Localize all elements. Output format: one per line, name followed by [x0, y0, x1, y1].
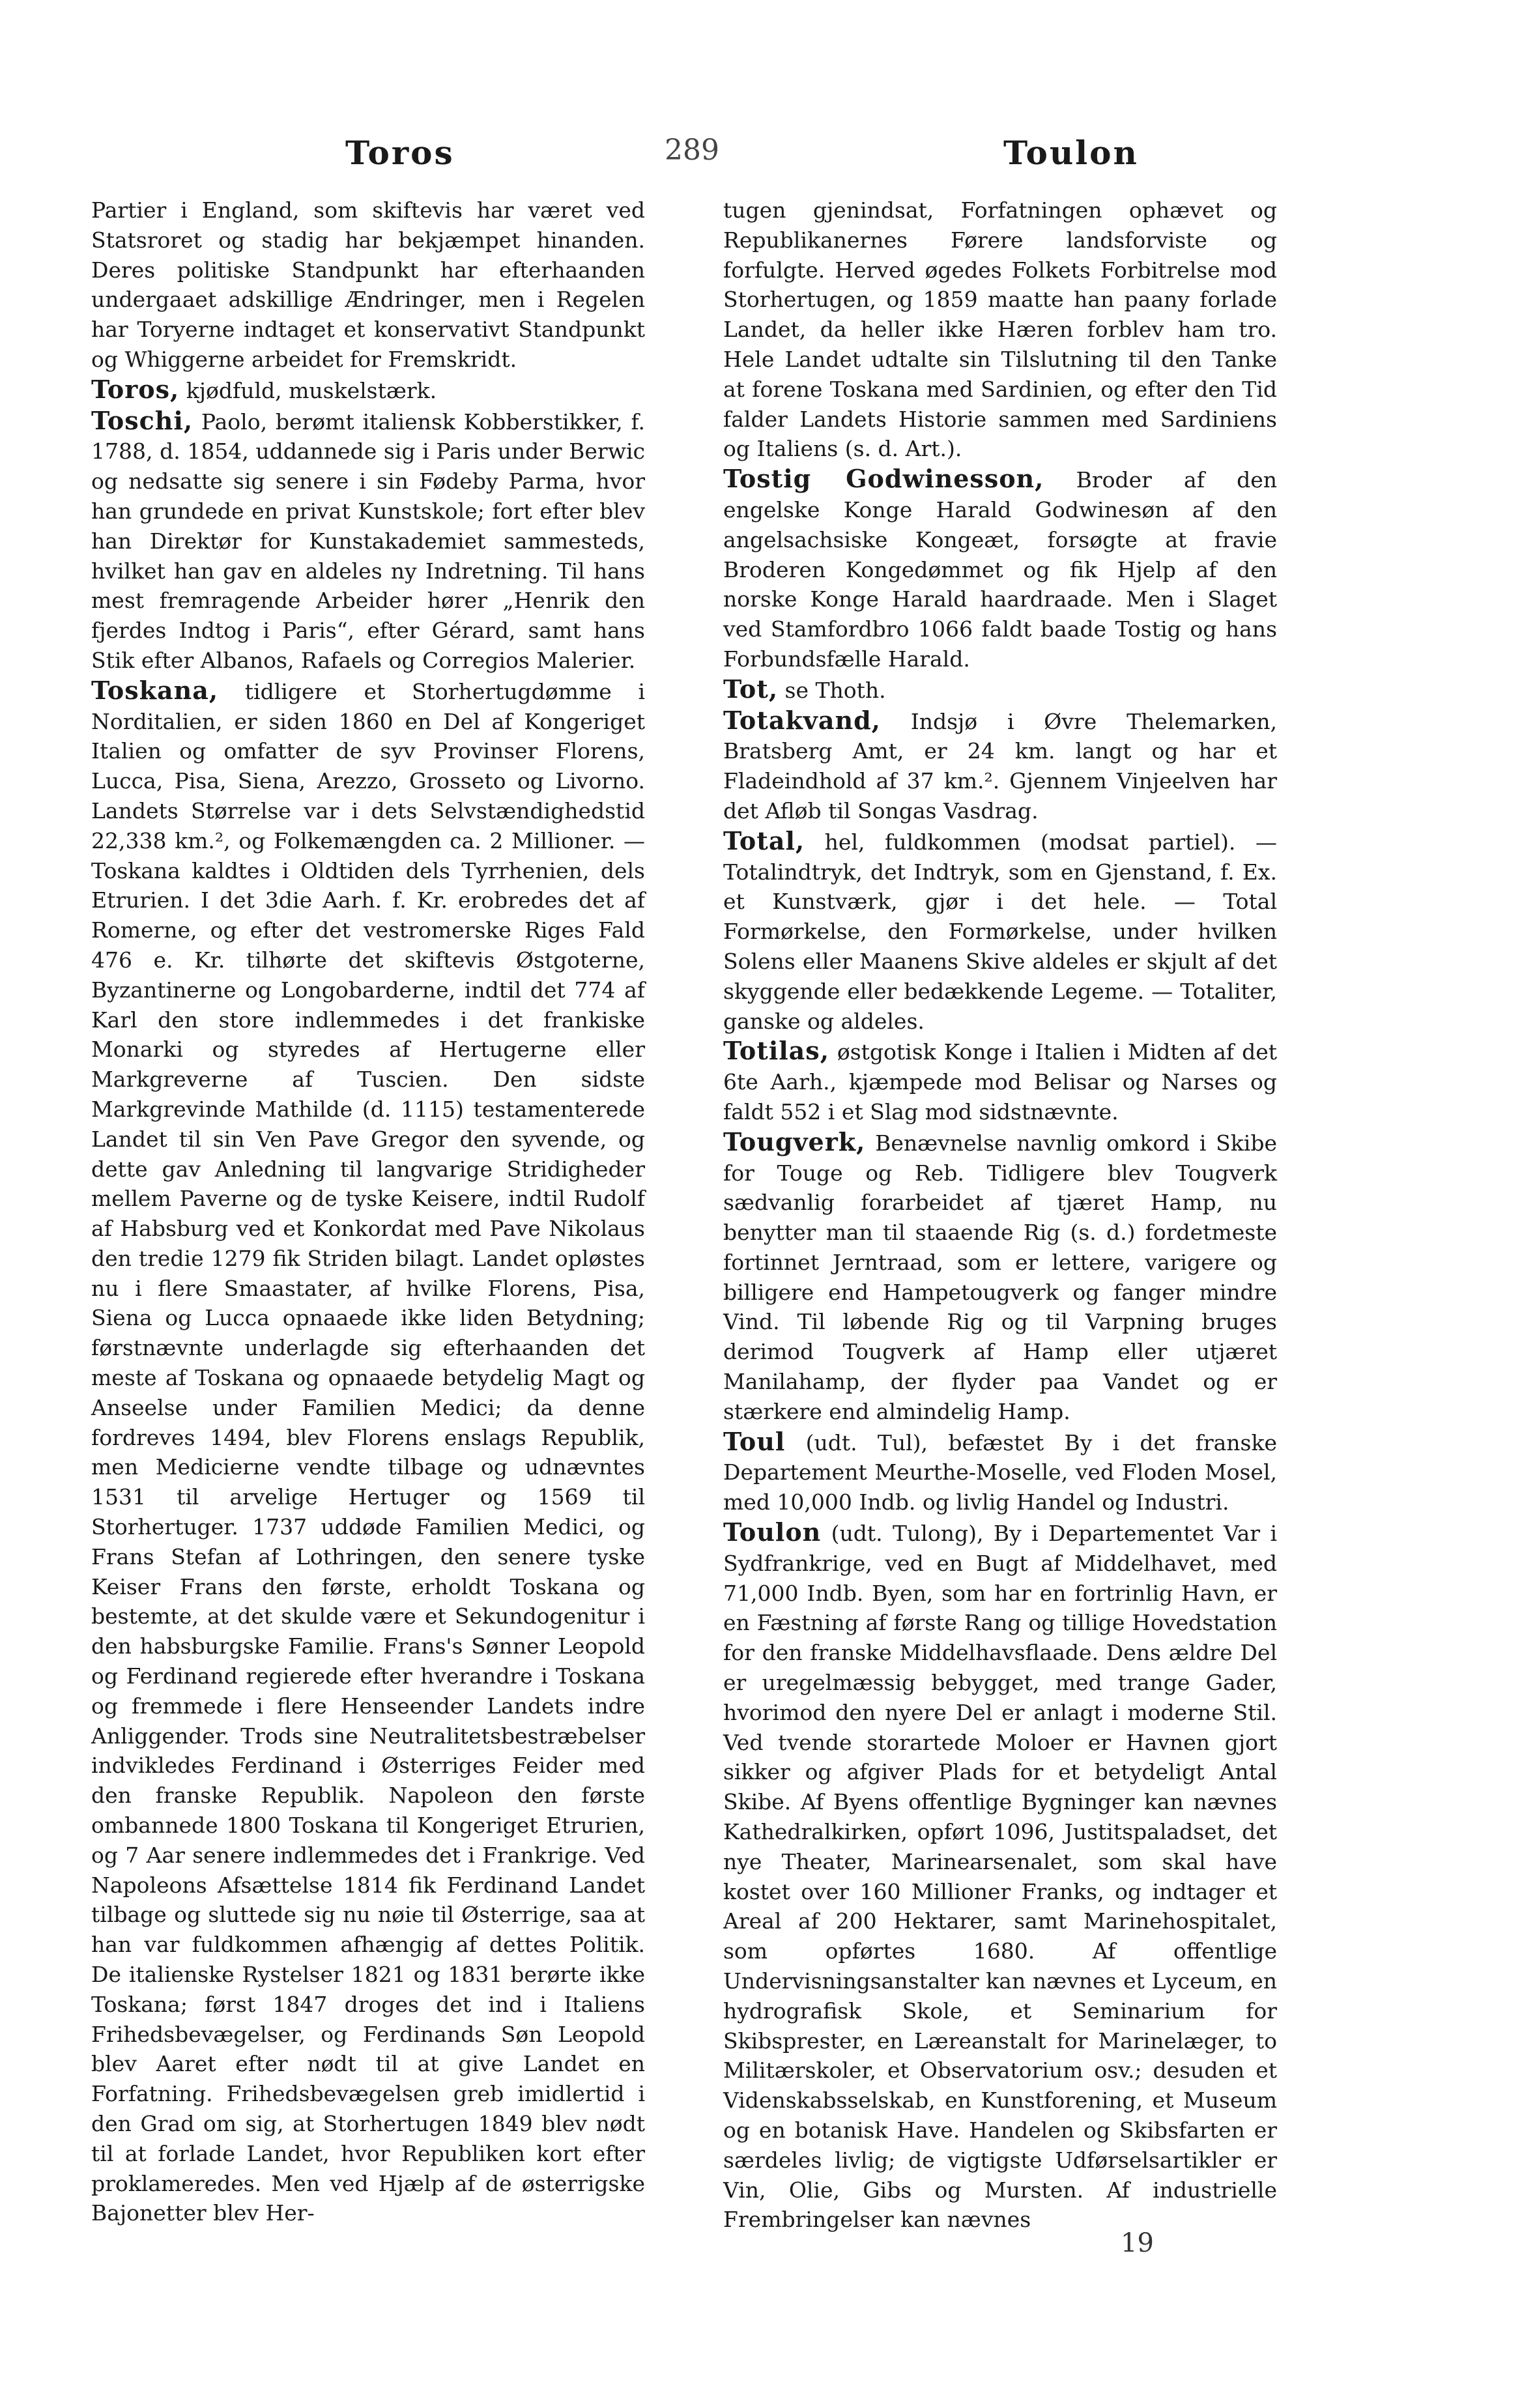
entry-toros	[91, 375, 645, 406]
continued-entry	[723, 195, 1277, 464]
entry-toulon	[723, 1517, 1277, 2235]
entry-toschi	[91, 406, 645, 676]
entry-totakvand	[723, 706, 1277, 826]
entry-text: tugen gjenindsat, Forfatningen ophævet og Republikanernes Førere landsforviste og forfulgte. Herved øgedes Folkets Forbitrelse mod Storhertugen, og 1859 maatte han paany forlade Landet, da heller ikke Hæren forblev ham tro. Hele Landet udtalte sin Tilslutning til den Tanke at forene Toskana med Sardinien, og efter den Tid falder Landets Historie sammen med Sardiniens og Italiens (s. d. Art.).	[723, 197, 1277, 462]
headword: Tougverk,	[723, 1126, 866, 1156]
headword: Tostig Godwinesson,	[723, 464, 1044, 494]
entry-text: se Thoth.	[778, 677, 886, 703]
entry-text: (udt. Tul), befæstet By i det franske Departement Meurthe-Moselle, ved Floden Mosel, med 10,000 Indb. og livlig Handel og Industri.	[723, 1429, 1277, 1515]
page-number: 289	[665, 134, 719, 167]
entry-text: Paolo, berømt italiensk Kobberstikker, f. 1788, d. 1854, uddannede sig i Paris under Berwic og nedsatte sig senere i sin Fødeby Parma, hvor han grundede en privat Kunstskole; fort efter blev han Direktør for Kunstakademiet sammesteds, hvilket han gav en aldeles ny Indretning. Til hans mest fremragende Arbeider hører „Henrik den fjerdes Indtog i Paris“, efter Gérard, samt hans Stik efter Albanos, Rafaels og Corregios Malerier.	[91, 408, 645, 673]
signature-mark: 19	[1121, 2228, 1154, 2258]
continued-entry	[91, 195, 645, 375]
headword: Toul	[723, 1426, 786, 1456]
entry-text: Broder af den engelske Konge Harald Godwinesøn af den angelsachsiske Kongeæt, forsøgte at fravie Broderen Kongedømmet og fik Hjelp af den norske Konge Harald haardraade. Men i Slaget ved Stamfordbro 1066 faldt baade Tostig og hans Forbundsfælle Harald.	[723, 467, 1277, 672]
right-column	[723, 195, 1277, 2235]
headword: Tot,	[723, 674, 779, 704]
headword: Toros,	[91, 374, 180, 404]
left-column	[91, 195, 645, 2228]
left-catchword: Toros	[345, 134, 455, 172]
entry-toul	[723, 1427, 1277, 1517]
headword: Totilas,	[723, 1036, 829, 1066]
headword: Total,	[723, 825, 805, 855]
entry-text: kjødfuld, muskelstærk.	[179, 377, 437, 403]
entry-text: (udt. Tulong), By i Departementet Var i Sydfrankrige, ved en Bugt af Middelhavet, med 71,000 Indb. Byen, som har en fortrinlig Havn, er en Fæstning af første Rang og tillige Hovedstation for den franske Middelhavsflaade. Dens ældre Del er uregelmæssig bebygget, med trange Gader, hvorimod den nyere Del er anlagt i moderne Stil. Ved tvende storartede Moloer er Havnen gjort sikker og afgiver Plads for et betydeligt Antal Skibe. Af Byens offentlige Bygninger kan nævnes Kathedralkirken, opført 1096, Justitspaladset, det nye Theater, Marinearsenalet, som skal have kostet over 160 Millioner Franks, og indtager et Areal af 200 Hektarer, samt Marinehospitalet, som opførtes 1680. Af offentlige Undervisningsanstalter kan nævnes et Lyceum, en hydrografisk Skole, et Seminarium for Skibsprester, en Læreanstalt for Marinelæger, to Militærskoler, et Observatorium osv.; desuden et Videnskabsselskab, en Kunstforening, et Museum og en botanisk Have. Handelen og Skibsfarten er særdeles livlig; de vigtigste Udførselsartikler er Vin, Olie, Gibs og Mursten. Af industrielle Frembringelser kan nævnes	[723, 1521, 1277, 2233]
entry-totilas	[723, 1036, 1277, 1126]
entry-text: Indsjø i Øvre Thelemarken, Bratsberg Amt, er 24 km. langt og har et Fladeindhold af 37 km.². Gjennem Vinjeelven har det Afløb til Songas Vasdrag.	[723, 708, 1277, 824]
headword: Toskana,	[91, 675, 219, 705]
entry-tot	[723, 674, 1277, 706]
entry-text: Partier i England, som skiftevis har været ved Statsroret og stadig har bekjæmpet hinanden. Deres politiske Standpunkt har efterhaanden undergaaet adskillige Ændringer, men i Regelen har Toryerne indtaget et konservativt Standpunkt og Whiggerne arbeidet for Fremskridt.	[91, 197, 645, 372]
right-catchword: Toulon	[1003, 134, 1139, 172]
running-header	[195, 134, 1329, 186]
entry-text: tidligere et Storhertugdømme i Norditalien, er siden 1860 en Del af Kongeriget Italien og omfatter de syv Provinser Florens, Lucca, Pisa, Siena, Arezzo, Grosseto og Livorno. Landets Størrelse var i dets Selvstændighedstid 22,338 km.², og Folkemængden ca. 2 Millioner. — Toskana kaldtes i Oldtiden dels Tyrrhenien, dels Etrurien. I det 3die Aarh. f. Kr. erobredes det af Romerne, og efter det vestromerske Riges Fald 476 e. Kr. tilhørte det skiftevis Østgoterne, Byzantinerne og Longobarderne, indtil det 774 af Karl den store indlemmedes i det frankiske Monarki og styredes af Hertugerne eller Markgreverne af Tuscien. Den sidste Markgrevinde Mathilde (d. 1115) testamenterede Landet til sin Ven Pave Gregor den syvende, og dette gav Anledning til langvarige Stridigheder mellem Paverne og de tyske Keisere, indtil Rudolf af Habsburg ved et Konkordat med Pave Nikolaus den tredie 1279 fik Striden bilagt. Landet opløstes nu i flere Smaastater, af hvilke Florens, Pisa, Siena og Lucca opnaaede ikke liden Betydning; førstnævnte underlagde sig efterhaanden det meste af Toskana og opnaaede betydelig Magt og Anseelse under Familien Medici; da denne fordreves 1494, blev Florens enslags Republik, men Medicierne vendte tilbage og udnævntes 1531 til arvelige Hertuger og 1569 til Storhertuger. 1737 uddøde Familien Medici, og Frans Stefan af Lothringen, den senere tyske Keiser Frans den første, erholdt Toskana og bestemte, at det skulde være et Sekundogenitur i den habsburgske Familie. Frans's Sønner Leopold og Ferdinand regierede efter hverandre i Toskana og fremmede i flere Henseender Landets indre Anliggender. Trods sine Neutralitetsbestræbelser indvikledes Ferdinand i Østerriges Feider med den franske Republik. Napoleon den første ombannede 1800 Toskana til Kongeriget Etrurien, og 7 Aar senere indlemmedes det i Frankrige. Ved Napoleons Afsættelse 1814 fik Ferdinand Landet tilbage og sluttede sig nu nøie til Østerrige, saa at han var fuldkommen afhængig af dettes Politik. De italienske Rystelser 1821 og 1831 berørte ikke Toskana; først 1847 droges det ind i Italiens Frihedsbevægelser, og Ferdinands Søn Leopold blev Aaret efter nødt til at give Landet en Forfatning. Frihedsbevægelsen greb imidlertid i den Grad om sig, at Storhertugen 1849 blev nødt til at forlade Landet, hvor Republiken kort efter proklameredes. Men ved Hjælp af de østerrigske Bajonetter blev Her-	[91, 678, 645, 2226]
entry-toskana	[91, 676, 645, 2228]
entry-text: hel, fuldkommen (modsat partiel). — Totalindtryk, det Indtryk, som en Gjenstand, f. Ex. et Kunstværk, gjør i det hele. — Total Formørkelse, den Formørkelse, under hvilken Solens eller Maanens Skive aldeles er skjult af det skyggende eller bedækkende Legeme. — Totaliter, ganske og aldeles.	[723, 829, 1277, 1034]
headword: Toulon	[723, 1517, 822, 1547]
entry-text: østgotisk Konge i Italien i Midten af det 6te Aarh., kjæmpede mod Belisar og Narses og faldt 552 i et Slag mod sidstnævnte.	[723, 1039, 1277, 1125]
entry-text: Benævnelse navnlig omkord i Skibe for Touge og Reb. Tidligere blev Tougverk sædvanlig forarbeidet af tjæret Hamp, nu benytter man til staaende Rig (s. d.) fordetmeste fortinnet Jerntraad, som er lettere, varigere og billigere end Hampetougverk og fanger mindre Vind. Til løbende Rig og til Varpning bruges derimod Tougverk af Hamp eller utjæret Manilahamp, der flyder paa Vandet og er stærkere end almindelig Hamp.	[723, 1130, 1277, 1424]
headword: Toschi,	[91, 405, 194, 435]
entry-tougverk	[723, 1127, 1277, 1427]
entry-total	[723, 826, 1277, 1037]
entry-tostig	[723, 464, 1277, 674]
headword: Totakvand,	[723, 705, 881, 735]
